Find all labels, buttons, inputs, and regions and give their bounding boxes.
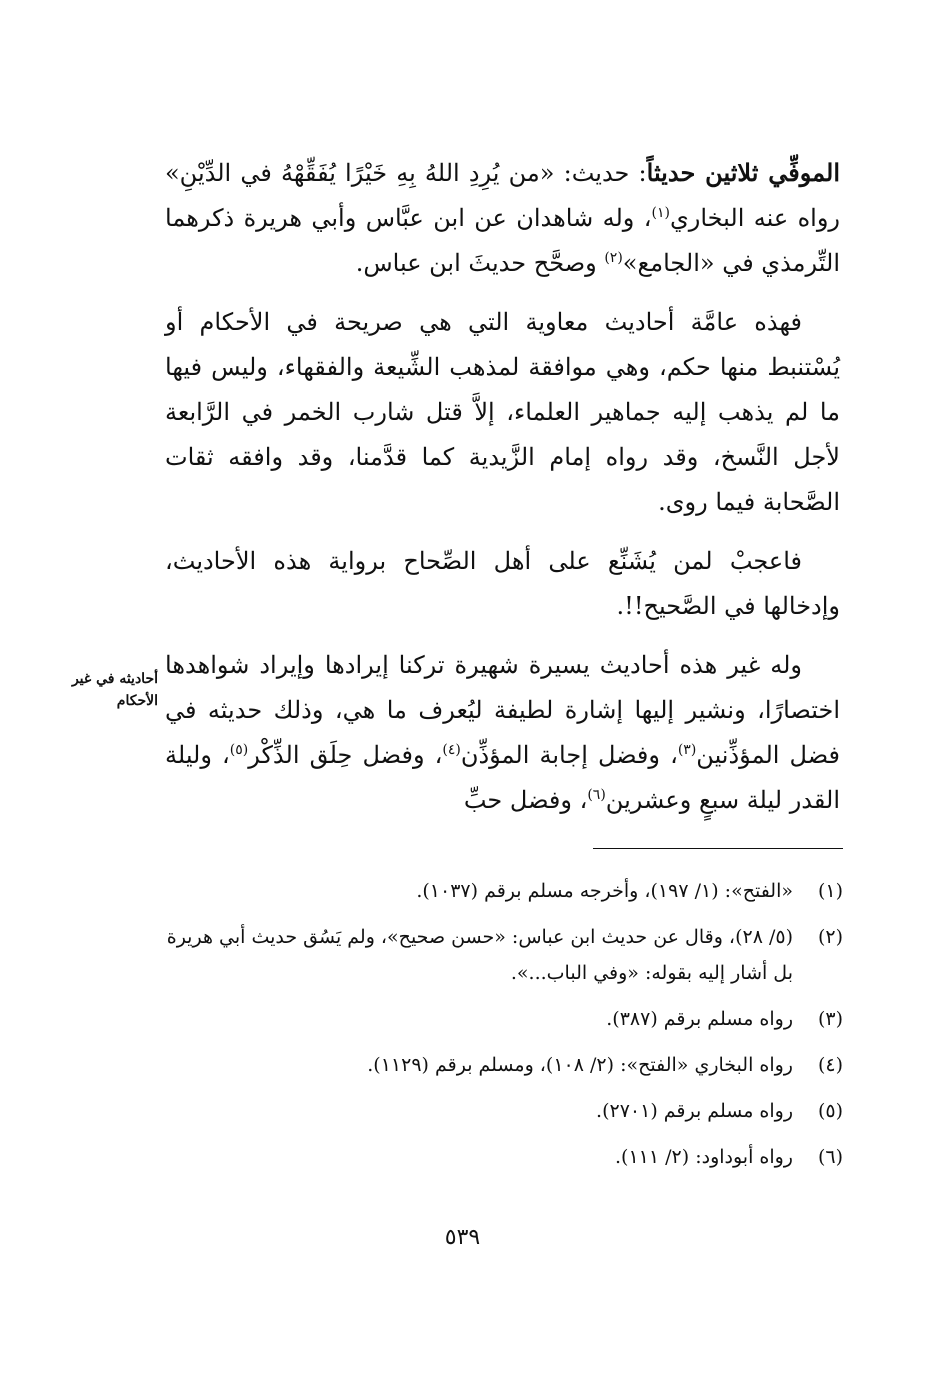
paragraph-4	[165, 643, 840, 823]
paragraph-1-text-2: ، وله شاهدان عن ابن عبَّاس وأبي هريرة ذكرهما التِّرمذي في «الجامع»	[165, 204, 840, 277]
paragraph-4-text-1: وله غير هذه أحاديث يسيرة شهيرة تركنا إيرادها وإيراد شواهدها اختصارًا، ونشير إليها إشارة لطيفة ليُعرف ما هي، وذلك حديثه في فضل المؤذِّنين	[165, 651, 840, 769]
paragraph-1	[165, 150, 840, 286]
footnote-ref-6[interactable]: (٦)	[587, 787, 606, 803]
paragraph-3: فاعجبْ لمن يُشَنِّع على أهل الصِّحاح برواية هذه الأحاديث، وإدخالها في الصَّحيح!!.	[165, 547, 840, 620]
paragraph-1-text: : حديث: «من يُرِدِ اللهُ بِهِ خَيْرًا يُفَقِّهْهُ في الدِّيْنِ» رواه عنه البخاري	[165, 159, 840, 232]
footnote-ref-4[interactable]: (٤)	[442, 742, 461, 758]
footnote-divider	[593, 848, 843, 849]
footnote-text: رواه أبوداود: (٢/ ١١١).	[615, 1146, 793, 1168]
footnote-text: «الفتح»: (١/ ١٩٧)، وأخرجه مسلم برقم (١٠٣٧).	[416, 880, 793, 902]
footnote-4	[165, 1047, 843, 1083]
paragraph-4-text-4: ، وليلة القدر ليلة سبعٍ وعشرين	[165, 741, 840, 814]
footnote-text: رواه البخاري «الفتح»: (٢/ ١٠٨)، ومسلم برقم (١١٢٩).	[367, 1054, 793, 1076]
footnote-text: رواه مسلم برقم (٣٨٧).	[606, 1008, 793, 1030]
footnote-3	[165, 1001, 843, 1037]
footnote-number: (٦)	[817, 1146, 843, 1168]
main-text	[165, 150, 840, 837]
paragraph-4-text-5: ، وفضل حبِّ	[463, 786, 588, 814]
footnote-number: (٤)	[817, 1054, 843, 1076]
footnote-text: (٥/ ٢٨)، وقال عن حديث ابن عباس: «حسن صحيح»، ولم يَسُق حديث أبي هريرة بل أشار إليه بقوله: «وفي الباب...».	[166, 926, 793, 984]
footnote-number: (٣)	[817, 1008, 843, 1030]
footnote-2	[165, 919, 843, 991]
footnote-ref-3[interactable]: (٣)	[677, 742, 697, 758]
paragraph-2: فهذه عامَّة أحاديث معاوية التي هي صريحة في الأحكام أو يُسْتنبط منها حكم، وهي موافقة لمذهب الشِّيعة والفقهاء، وليس فيها ما لم يذهب إليه جماهير العلماء، إلاَّ قتل شارب الخمر في الرَّابعة لأجل النَّسخ، وقد رواه إمام الزَّيدية كما قدَّمنا، وقد وافقه ثقات الصَّحابة فيما روى.	[165, 308, 840, 516]
footnote-number: (٥)	[817, 1100, 843, 1122]
footnote-ref-1[interactable]: (١)	[651, 205, 670, 221]
footnote-ref-2[interactable]: (٢)	[604, 250, 623, 266]
page-number: ٥٣٩	[444, 1225, 481, 1250]
paragraph-1-text-3: وصحَّح حديثَ ابن عباس.	[355, 249, 605, 277]
footnote-number: (١)	[817, 880, 843, 902]
paragraph-4-text-2: ، وفضل إجابة المؤذِّن	[460, 741, 678, 769]
footnote-text: رواه مسلم برقم (٢٧٠١).	[596, 1100, 793, 1122]
footnote-number: (٢)	[817, 926, 843, 948]
footnotes	[165, 873, 843, 1185]
footnote-ref-5[interactable]: (٥)	[229, 742, 249, 758]
footnote-1	[165, 873, 843, 909]
section-lead: الموفِّي ثلاثين حديثاً	[646, 158, 840, 187]
footnote-6	[165, 1139, 843, 1175]
footnote-5	[165, 1093, 843, 1129]
paragraph-4-text-3: ، وفضل حِلَق الذِّكْر	[248, 741, 443, 769]
margin-note: أحاديثه في غير الأحكام	[71, 671, 158, 709]
